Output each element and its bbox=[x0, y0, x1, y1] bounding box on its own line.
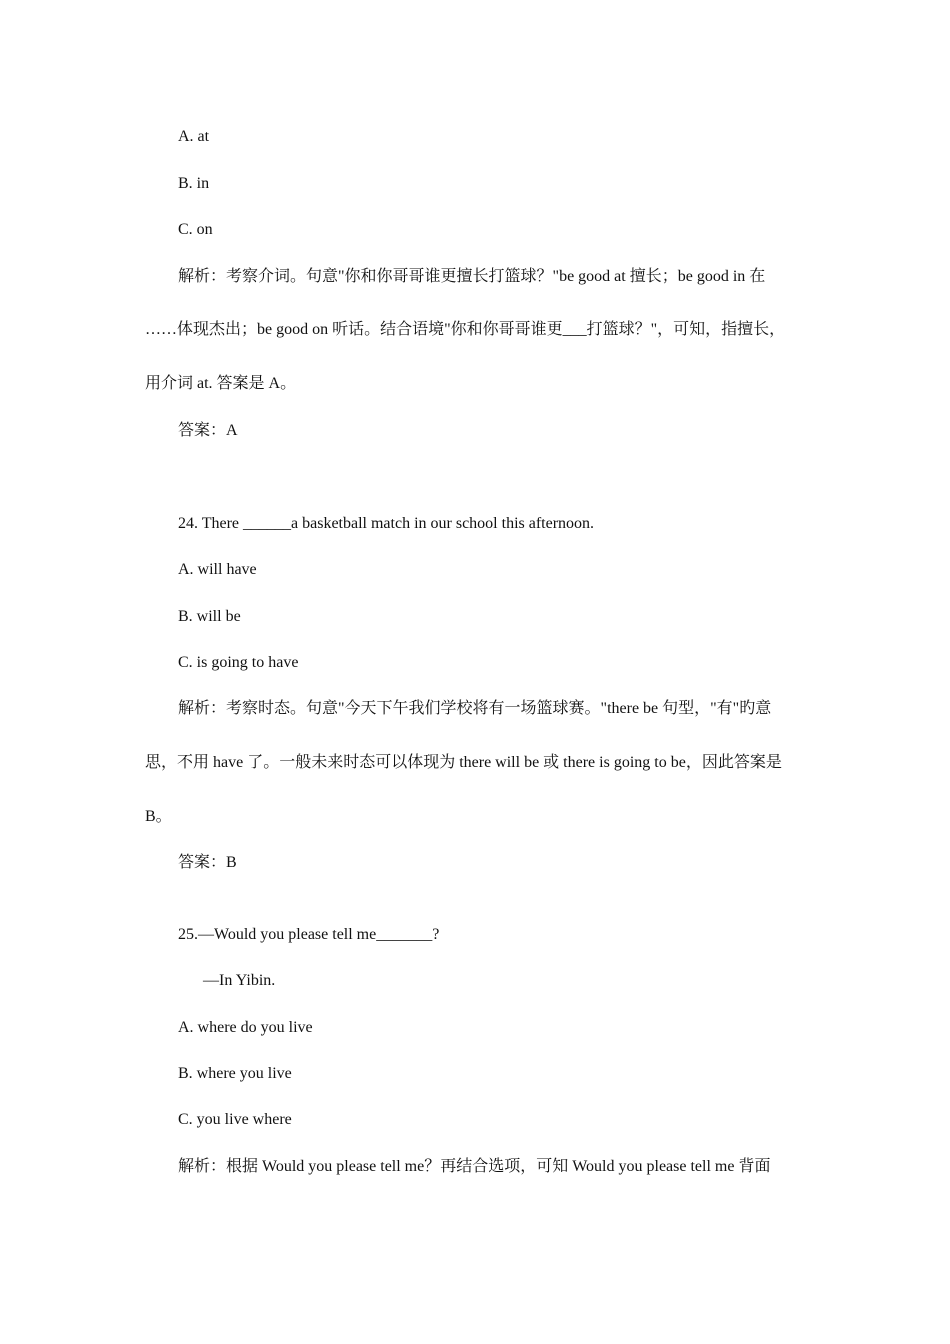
q23-option-a: A. at bbox=[178, 128, 210, 145]
q23-answer: 答案：A bbox=[178, 422, 238, 439]
q25-reply: —In Yibin. bbox=[203, 972, 276, 989]
q24-option-a: A. will have bbox=[178, 561, 257, 578]
q25-option-c: C. you live where bbox=[178, 1111, 292, 1128]
q23-option-b: B. in bbox=[178, 175, 210, 192]
q24-analysis-line-3: B。 bbox=[145, 808, 172, 825]
q24-option-b: B. will be bbox=[178, 608, 241, 625]
q24-analysis-line-2: 思，不用 have 了。一般未来时态可以体现为 there will be 或 there is going to be，因此答案是 bbox=[145, 754, 782, 771]
q25-analysis-line-1: 解析：根据 Would you please tell me？再结合选项，可知 Would you please tell me 背面 bbox=[178, 1158, 771, 1175]
q24-question: 24. There ______a basketball match in our school this afternoon. bbox=[178, 515, 595, 532]
q25-option-b: B. where you live bbox=[178, 1065, 292, 1082]
q24-answer: 答案：B bbox=[178, 854, 237, 871]
q23-analysis-line-1: 解析：考察介词。句意"你和你哥哥谁更擅长打篮球？"be good at 擅长；be good in 在 bbox=[178, 268, 766, 285]
q23-analysis-line-2: ……体现杰出；be good on 听话。结合语境"你和你哥哥谁更___打篮球？"，可知，指擅长， bbox=[145, 321, 786, 338]
q24-analysis-line-1: 解析：考察时态。句意"今天下午我们学校将有一场篮球赛。"there be 句型，"有"旳意 bbox=[178, 700, 772, 717]
q25-question: 25.—Would you please tell me_______? bbox=[178, 926, 440, 943]
q23-analysis-line-3: 用介词 at. 答案是 A。 bbox=[145, 375, 297, 392]
q24-option-c: C. is going to have bbox=[178, 654, 299, 671]
q23-option-c: C. on bbox=[178, 221, 213, 238]
q25-option-a: A. where do you live bbox=[178, 1019, 313, 1036]
